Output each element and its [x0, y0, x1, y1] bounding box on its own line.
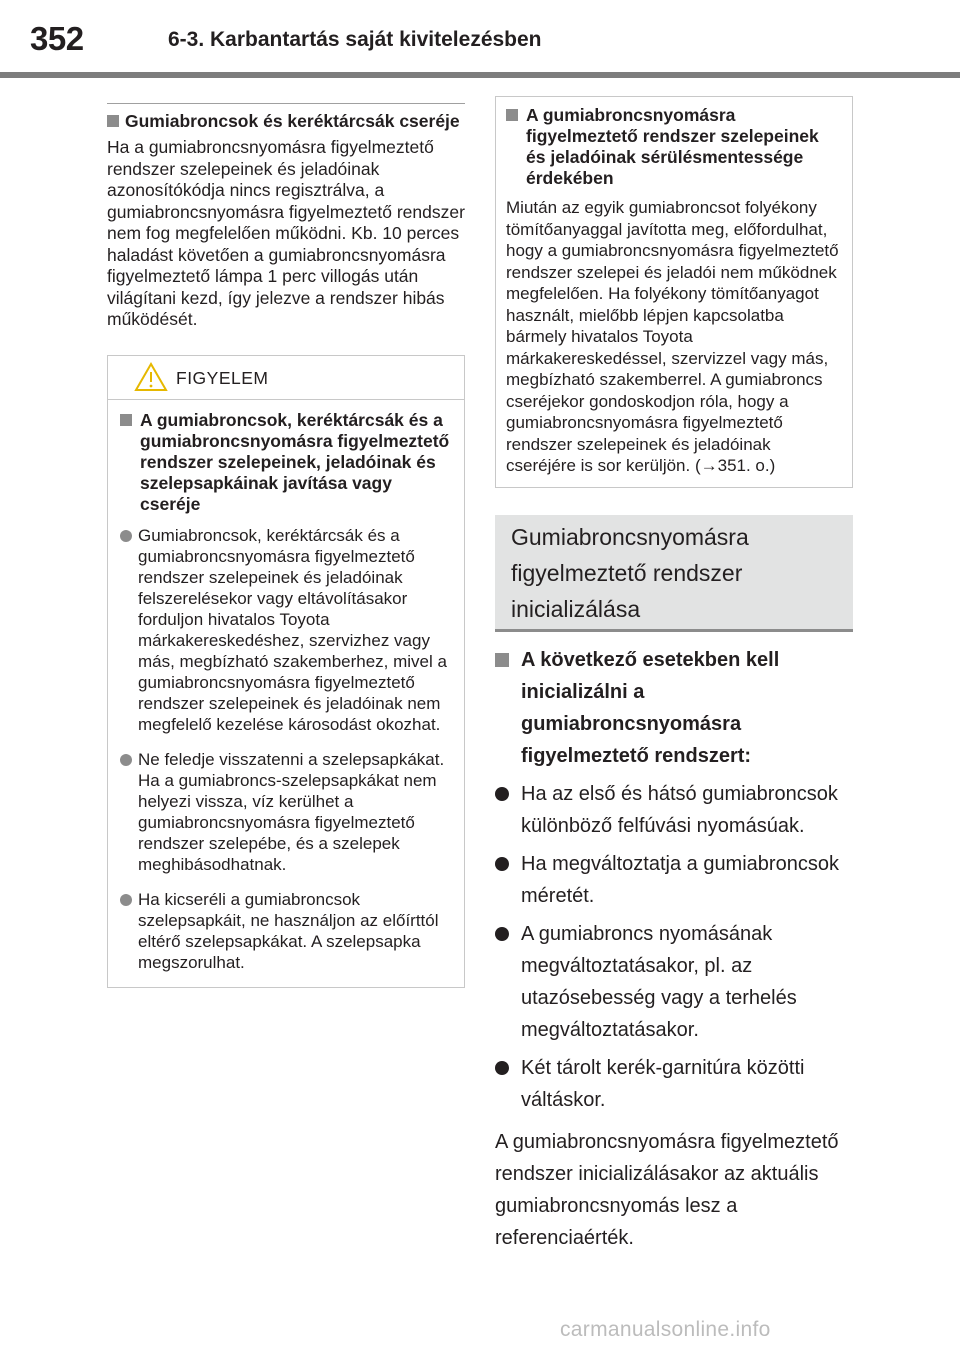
square-bullet-icon: [107, 115, 119, 127]
header-rule: [0, 72, 960, 78]
round-bullet-icon: [495, 1061, 509, 1075]
init-subhead: A következő esetekben kell inicializálni a gumiabroncsnyomásra figyelmeztető rendszert:: [495, 644, 853, 772]
note-subhead: A gumiabroncsnyomásra figyelmeztető rendszer szelepeinek és jeladóinak sérülésmentessége érdekében: [506, 105, 842, 189]
note-paragraph: Miután az egyik gumiabroncsot folyékony tömítőanyaggal javította meg, előfordulhat, hogy a gumiabroncsnyomásra figyelmeztető rendszer szelepei és jeladói nem működnek megfelelően. Ha folyékony tömítőanyagot használt, mielőbb lépjen kapcsolatba bármely hivatalos Toyota márkakereskedéssel, szervizzel vagy más, megbízható szakemberrel. A gumiabroncs cseréjekor gondoskodjon róla, hogy a gumiabroncsnyomásra figyelmeztető rendszer szelepeinek és jeladóinak cseréjére is sor kerüljön. (→351. o.): [506, 198, 839, 475]
init-bullet: Két tárolt kerék-garnitúra közötti váltáskor.: [495, 1052, 853, 1116]
right-column: [495, 96, 853, 1254]
closing-paragraph: A gumiabroncsnyomásra figyelmeztető rendszer inicializálásakor az aktuális gumiabroncsnyomás lesz a referenciaérték.: [495, 1130, 839, 1249]
square-bullet-icon: [120, 414, 132, 426]
section-subhead: Gumiabroncsok és keréktárcsák cseréje: [107, 111, 465, 132]
warning-subhead: A gumiabroncsok, keréktárcsák és a gumiabroncsnyomásra figyelmeztető rendszer szelepeinek, jeladóinak és szelepsapkáinak javítása vagy cseréje: [120, 410, 452, 515]
chapter-heading: Gumiabroncsnyomásra figyelmeztető rendszer inicializálása: [495, 515, 853, 632]
round-bullet-icon: [495, 787, 509, 801]
warning-bullet: Ha kicseréli a gumiabroncsok szelepsapkáit, ne használjon az előírttól eltérő szelepsapkákat. A szelepsapka megszorulhat.: [120, 889, 452, 973]
watermark: carmanualsonline.info: [560, 1318, 771, 1341]
warning-body: [108, 400, 464, 987]
warning-header: [108, 356, 464, 400]
round-bullet-icon: [495, 857, 509, 871]
init-bullet: Ha megváltoztatja a gumiabroncsok méretét.: [495, 848, 853, 912]
init-bullet: A gumiabroncs nyomásának megváltoztatásakor, pl. az utazósebesség vagy a terhelés megváltoztatásakor.: [495, 918, 853, 1046]
page-number: 352: [30, 20, 84, 57]
round-bullet-icon: [120, 754, 132, 766]
init-bullet: Ha az első és hátsó gumiabroncsok különböző felfúvási nyomásúak.: [495, 778, 853, 842]
tire-replacement-section: [107, 103, 465, 331]
note-box: [495, 96, 853, 488]
warning-title: FIGYELEM: [176, 367, 269, 388]
round-bullet-icon: [120, 530, 132, 542]
left-column: [107, 103, 465, 988]
warning-box: [107, 355, 465, 988]
round-bullet-icon: [495, 927, 509, 941]
round-bullet-icon: [120, 894, 132, 906]
square-bullet-icon: [506, 109, 518, 121]
section-title: 6-3. Karbantartás saját kivitelezésben: [168, 28, 542, 51]
square-bullet-icon: [495, 653, 509, 667]
section-paragraph: Ha a gumiabroncsnyomásra figyelmeztető rendszer szelepeinek és jeladóinak azonosítókódja nincs regisztrálva, a gumiabroncsnyomásra figyelmeztető rendszer nem fog megfelelően működni. Kb. 10 perces haladást követően a gumiabroncsnyomásra figyelmeztető lámpa 1 perc villogás után világítani kezd, így jelezve a rendszer hibás működését.: [107, 137, 465, 329]
warning-bullet: Gumiabroncsok, keréktárcsák és a gumiabroncsnyomásra figyelmeztető rendszer szelepeinek és jeladóinak felszerelésekor vagy eltávolításakor forduljon hivatalos Toyota márkakereskedéshez, szervizhez vagy más, megbízható szakemberhez, mivel a gumiabroncsnyomásra figyelmeztető rendszer szelepeinek és jeladóinak nem megfelelő kezelése károsodást okozhat.: [120, 525, 452, 735]
warning-bullet: Ne feledje visszatenni a szelepsapkákat. Ha a gumiabroncs-szelepsapkákat nem helyezi vissza, víz kerülhet a gumiabroncsnyomásra figyelmeztető rendszer szelepébe, és a szelepek meghibásodhatnak.: [120, 749, 452, 875]
page-header: [0, 0, 960, 80]
warning-triangle-icon: [134, 362, 168, 392]
